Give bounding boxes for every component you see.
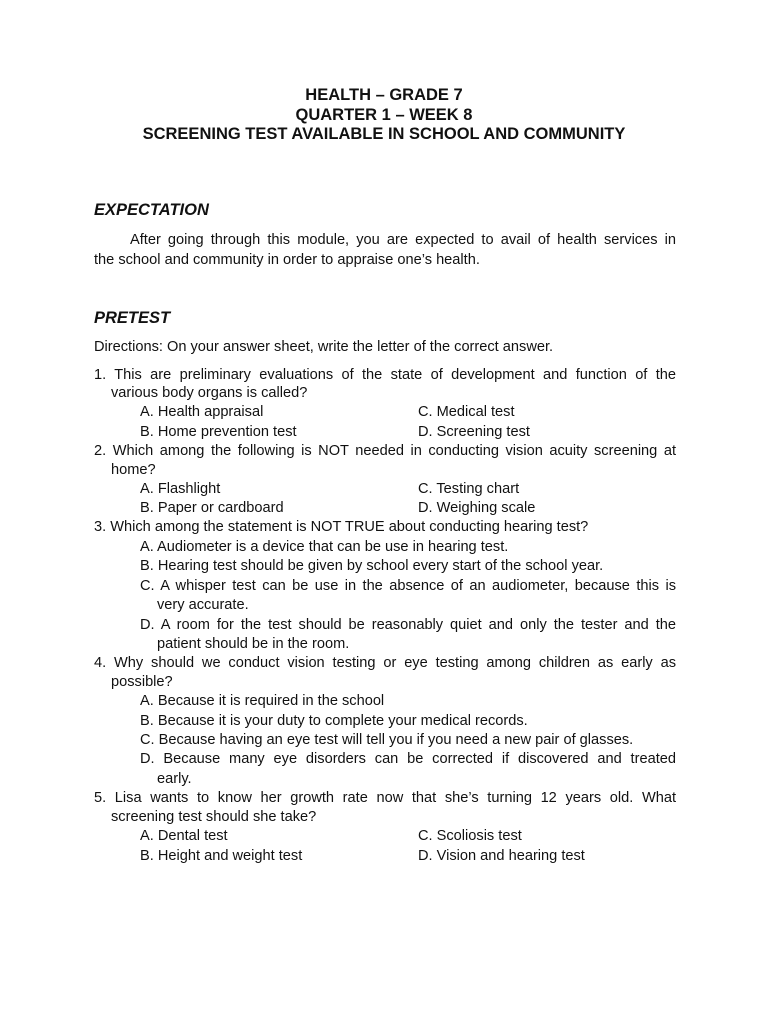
expectation-heading: EXPECTATION xyxy=(94,201,209,219)
document-header xyxy=(0,86,768,145)
question-4-choice-b: B. Because it is your duty to complete your medical records. xyxy=(140,713,528,729)
subject-title: HEALTH – GRADE 7 xyxy=(305,86,463,104)
question-5-choice-a: A. Dental test xyxy=(140,828,228,844)
question-4-stem-line1: 4. Why should we conduct vision testing or eye testing among children as early as xyxy=(94,655,676,671)
topic-title: SCREENING TEST AVAILABLE IN SCHOOL AND COMMUNITY xyxy=(142,125,626,143)
question-2-choice-d: D. Weighing scale xyxy=(418,500,536,516)
question-2-stem-line1: 2. Which among the following is NOT needed in conducting vision acuity screening at xyxy=(94,443,676,459)
question-1-choice-a: A. Health appraisal xyxy=(140,404,264,420)
quarter-week-title: QUARTER 1 – WEEK 8 xyxy=(295,105,473,124)
question-1-stem-line1: 1. This are preliminary evaluations of the state of development and function of the xyxy=(94,367,676,383)
expectation-text-line2: the school and community in order to appraise one’s health. xyxy=(94,252,480,268)
question-1-stem-line2: various body organs is called? xyxy=(111,385,308,401)
question-3-choice-c-line2: very accurate. xyxy=(157,597,249,613)
question-4-choice-d-line1: D. Because many eye disorders can be corrected if discovered and treated xyxy=(140,751,676,767)
pretest-heading: PRETEST xyxy=(94,309,171,327)
question-2-choice-c: C. Testing chart xyxy=(418,481,520,497)
question-3-choice-d-line2: patient should be in the room. xyxy=(157,636,350,652)
question-4-choice-a: A. Because it is required in the school xyxy=(140,693,385,709)
question-4-choice-d-line2: early. xyxy=(157,771,192,787)
question-3-choice-c-line1: C. A whisper test can be use in the absence of an audiometer, because this is xyxy=(140,578,676,594)
pretest-directions: Directions: On your answer sheet, write the letter of the correct answer. xyxy=(94,339,554,355)
question-5-choice-d: D. Vision and hearing test xyxy=(418,848,585,864)
question-1-choice-b: B. Home prevention test xyxy=(140,424,297,440)
question-2-choice-b: B. Paper or cardboard xyxy=(140,500,284,516)
question-2-choice-a: A. Flashlight xyxy=(140,481,221,497)
question-1-choice-c: C. Medical test xyxy=(418,404,515,420)
question-1-choice-d: D. Screening test xyxy=(418,424,530,440)
question-3-choice-a: A. Audiometer is a device that can be use in hearing test. xyxy=(140,539,509,555)
question-3-choice-d-line1: D. A room for the test should be reasonably quiet and only the tester and the xyxy=(140,617,676,633)
question-3-choice-b: B. Hearing test should be given by school every start of the school year. xyxy=(140,558,604,574)
question-2-stem-line2: home? xyxy=(111,462,156,478)
question-5-stem-line1: 5. Lisa wants to know her growth rate now that she’s turning 12 years old. What xyxy=(94,790,676,806)
question-4-stem-line2: possible? xyxy=(111,674,173,690)
question-3-stem: 3. Which among the statement is NOT TRUE about conducting hearing test? xyxy=(94,519,589,535)
question-5-choice-c: C. Scoliosis test xyxy=(418,828,522,844)
expectation-text-line1: After going through this module, you are expected to avail of health services in xyxy=(130,232,676,248)
question-4-choice-c: C. Because having an eye test will tell you if you need a new pair of glasses. xyxy=(140,732,634,748)
question-5-stem-line2: screening test should she take? xyxy=(111,809,317,825)
question-5-choice-b: B. Height and weight test xyxy=(140,848,303,864)
